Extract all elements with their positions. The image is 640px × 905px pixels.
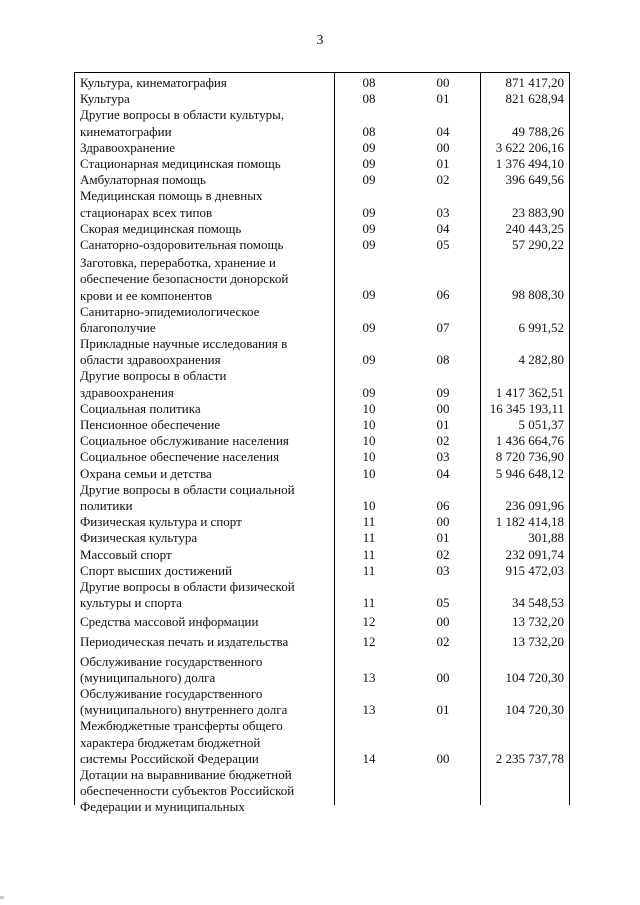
row-name-line: (муниципального) долга	[80, 669, 216, 685]
section-code: 09	[362, 352, 376, 368]
amount: 821 628,94	[505, 91, 564, 107]
table-row	[0, 304, 640, 336]
amount: 104 720,30	[505, 702, 564, 718]
row-name	[80, 686, 332, 718]
row-name	[80, 188, 332, 220]
table-row	[0, 482, 640, 514]
row-name-line: Заготовка, переработка, хранение и	[80, 255, 276, 271]
row-name-line: Другие вопросы в области культуры,	[80, 107, 285, 123]
subsection-code: 09	[436, 384, 450, 400]
row-name	[80, 530, 332, 546]
section-code: 13	[362, 702, 376, 718]
amount: 236 091,96	[505, 497, 564, 513]
amount: 301,88	[528, 530, 564, 546]
amount: 16 345 193,11	[489, 400, 564, 416]
table-row	[0, 634, 640, 650]
subsection-code: 00	[436, 614, 450, 630]
section-code: 11	[362, 546, 376, 562]
amount: 49 788,26	[512, 123, 564, 139]
table-row	[0, 547, 640, 563]
row-name-line: обеспечение безопасности донорской	[80, 271, 289, 287]
subsection-code: 04	[436, 123, 450, 139]
table-row	[0, 433, 640, 449]
amount: 3 622 206,16	[495, 139, 564, 155]
subsection-code: 03	[436, 449, 450, 465]
section-code: 09	[362, 236, 376, 252]
subsection-code: 05	[436, 595, 450, 611]
table-row	[0, 140, 640, 156]
section-code: 09	[362, 139, 376, 155]
amount: 57 290,22	[512, 236, 564, 252]
amount: 13 732,20	[512, 633, 564, 649]
table-row	[0, 614, 640, 630]
table-row	[0, 449, 640, 465]
row-name	[80, 563, 332, 579]
table-row	[0, 172, 640, 188]
amount: 23 883,90	[512, 204, 564, 220]
row-name	[80, 107, 332, 139]
row-name-line: Социальная политика	[80, 400, 201, 416]
row-name	[80, 718, 332, 767]
subsection-code: 01	[436, 91, 450, 107]
row-name-line: Стационарная медицинская помощь	[80, 155, 281, 171]
table-row	[0, 75, 640, 91]
row-name	[80, 156, 332, 172]
subsection-code: 06	[436, 287, 450, 303]
table-row	[0, 237, 640, 253]
row-name-line: стационарах всех типов	[80, 204, 213, 220]
table-row	[0, 767, 640, 816]
section-code: 12	[362, 633, 376, 649]
row-name-line: Пенсионное обеспечение	[80, 417, 221, 433]
subsection-code: 04	[436, 220, 450, 236]
subsection-code: 05	[436, 236, 450, 252]
row-name-line: Санитарно-эпидемиологическое	[80, 303, 260, 319]
section-code: 11	[362, 530, 376, 546]
row-name	[80, 767, 332, 816]
row-name-line: Другие вопросы в области социальной	[80, 481, 295, 497]
row-name-line: Физическая культура	[80, 530, 198, 546]
subsection-code: 00	[436, 750, 450, 766]
amount: 915 472,03	[505, 562, 564, 578]
section-code: 10	[362, 497, 376, 513]
row-name-line: Обслуживание государственного	[80, 653, 263, 669]
subsection-code: 01	[436, 530, 450, 546]
subsection-code: 08	[436, 352, 450, 368]
section-code: 09	[362, 155, 376, 171]
table-row	[0, 514, 640, 530]
row-name-line: здравоохранения	[80, 384, 174, 400]
row-name	[80, 449, 332, 465]
row-name-line: Социальное обслуживание населения	[80, 433, 289, 449]
subsection-code: 01	[436, 155, 450, 171]
row-name-line: кинематографии	[80, 123, 172, 139]
section-code: 08	[362, 74, 376, 90]
row-name	[80, 579, 332, 611]
amount: 240 443,25	[505, 220, 564, 236]
row-name-line: Амбулаторная помощь	[80, 172, 206, 188]
table-row	[0, 368, 640, 400]
row-name-line: Скорая медицинская помощь	[80, 220, 242, 236]
subsection-code: 04	[436, 465, 450, 481]
section-code: 10	[362, 400, 376, 416]
subsection-code: 06	[436, 497, 450, 513]
amount: 6 991,52	[518, 319, 564, 335]
row-name	[80, 140, 332, 156]
subsection-code: 01	[436, 417, 450, 433]
row-name-line: культуры и спорта	[80, 595, 182, 611]
table-row	[0, 255, 640, 304]
subsection-code: 03	[436, 204, 450, 220]
table-row	[0, 563, 640, 579]
row-name-line: Средства массовой информации	[80, 614, 259, 630]
section-code: 09	[362, 220, 376, 236]
table-row	[0, 156, 640, 172]
section-code: 09	[362, 319, 376, 335]
row-name-line: обеспеченности субъектов Российской	[80, 783, 295, 799]
table-row	[0, 718, 640, 767]
row-name	[80, 172, 332, 188]
row-name	[80, 547, 332, 563]
table-row	[0, 417, 640, 433]
row-name	[80, 401, 332, 417]
section-code: 08	[362, 91, 376, 107]
table-row	[0, 221, 640, 237]
section-code: 09	[362, 287, 376, 303]
row-name-line: Федерации и муниципальных	[80, 799, 245, 815]
table-row	[0, 466, 640, 482]
table-body	[0, 75, 640, 816]
row-name	[80, 336, 332, 368]
row-name-line: Другие вопросы в области физической	[80, 578, 295, 594]
subsection-code: 02	[436, 633, 450, 649]
row-name	[80, 514, 332, 530]
row-name-line: системы Российской Федерации	[80, 750, 259, 766]
table-row	[0, 107, 640, 139]
row-name-line: крови и ее компонентов	[80, 287, 213, 303]
row-name-line: Здравоохранение	[80, 139, 175, 155]
section-code: 10	[362, 465, 376, 481]
amount: 98 808,30	[512, 287, 564, 303]
row-name-line: Межбюджетные трансферты общего	[80, 718, 283, 734]
table-row	[0, 686, 640, 718]
row-name-line: Физическая культура и спорт	[80, 514, 242, 530]
section-code: 09	[362, 204, 376, 220]
row-name-line: Спорт высших достижений	[80, 562, 233, 578]
amount: 5 051,37	[518, 417, 564, 433]
section-code: 10	[362, 433, 376, 449]
section-code: 11	[362, 562, 376, 578]
row-name-line: (муниципального) внутреннего долга	[80, 702, 288, 718]
table-row	[0, 91, 640, 107]
section-code: 11	[362, 595, 376, 611]
section-code: 09	[362, 384, 376, 400]
row-name	[80, 466, 332, 482]
section-code: 08	[362, 123, 376, 139]
section-code: 12	[362, 614, 376, 630]
row-name	[80, 255, 332, 304]
row-name	[80, 654, 332, 686]
section-code: 14	[362, 750, 376, 766]
row-name-line: Социальное обеспечение населения	[80, 449, 280, 465]
amount: 396 649,56	[505, 172, 564, 188]
row-name	[80, 634, 332, 650]
row-name	[80, 237, 332, 253]
row-name	[80, 417, 332, 433]
subsection-code: 00	[436, 139, 450, 155]
row-name	[80, 75, 332, 91]
row-name-line: Медицинская помощь в дневных	[80, 188, 263, 204]
section-code: 10	[362, 449, 376, 465]
row-name	[80, 91, 332, 107]
subsection-code: 03	[436, 562, 450, 578]
row-name-line: Другие вопросы в области	[80, 368, 227, 384]
subsection-code: 02	[436, 546, 450, 562]
row-name-line: Охрана семьи и детства	[80, 465, 212, 481]
subsection-code: 00	[436, 514, 450, 530]
amount: 232 091,74	[505, 546, 564, 562]
row-name	[80, 482, 332, 514]
subsection-code: 00	[436, 669, 450, 685]
amount: 13 732,20	[512, 614, 564, 630]
subsection-code: 00	[436, 400, 450, 416]
row-name-line: Санаторно-оздоровительная помощь	[80, 236, 284, 252]
row-name-line: Дотации на выравнивание бюджетной	[80, 767, 292, 783]
table-row	[0, 530, 640, 546]
row-name	[80, 433, 332, 449]
amount: 34 548,53	[512, 595, 564, 611]
row-name-line: Массовый спорт	[80, 546, 172, 562]
row-name-line: области здравоохранения	[80, 352, 221, 368]
row-name-line: Обслуживание государственного	[80, 686, 263, 702]
section-code: 11	[362, 514, 376, 530]
amount: 5 946 648,12	[495, 465, 564, 481]
row-name-line: Прикладные научные исследования в	[80, 336, 288, 352]
subsection-code: 00	[436, 74, 450, 90]
amount: 1 182 414,18	[495, 514, 564, 530]
subsection-code: 02	[436, 433, 450, 449]
row-name-line: Культура, кинематография	[80, 75, 227, 90]
row-name	[80, 221, 332, 237]
page-number: 3	[316, 33, 324, 48]
subsection-code: 07	[436, 319, 450, 335]
table-row	[0, 188, 640, 220]
section-code: 13	[362, 669, 376, 685]
amount: 8 720 736,90	[495, 449, 564, 465]
row-name-line: благополучие	[80, 319, 156, 335]
scan-artifact	[0, 896, 4, 899]
row-name	[80, 614, 332, 630]
amount: 1 376 494,10	[495, 155, 564, 171]
section-code: 10	[362, 417, 376, 433]
table-row	[0, 336, 640, 368]
row-name	[80, 304, 332, 336]
amount: 104 720,30	[505, 669, 564, 685]
subsection-code: 01	[436, 702, 450, 718]
amount: 1 417 362,51	[495, 384, 564, 400]
row-name-line: политики	[80, 498, 133, 513]
table-row	[0, 401, 640, 417]
row-name-line: Культура	[80, 91, 130, 107]
row-name	[80, 368, 332, 400]
subsection-code: 02	[436, 172, 450, 188]
table-row	[0, 654, 640, 686]
row-name-line: характера бюджетам бюджетной	[80, 734, 261, 750]
table-row	[0, 579, 640, 611]
amount: 4 282,80	[518, 352, 564, 368]
amount: 1 436 664,76	[495, 433, 564, 449]
amount: 871 417,20	[505, 74, 564, 90]
row-name-line: Периодическая печать и издательства	[80, 633, 289, 649]
amount: 2 235 737,78	[495, 750, 564, 766]
section-code: 09	[362, 172, 376, 188]
